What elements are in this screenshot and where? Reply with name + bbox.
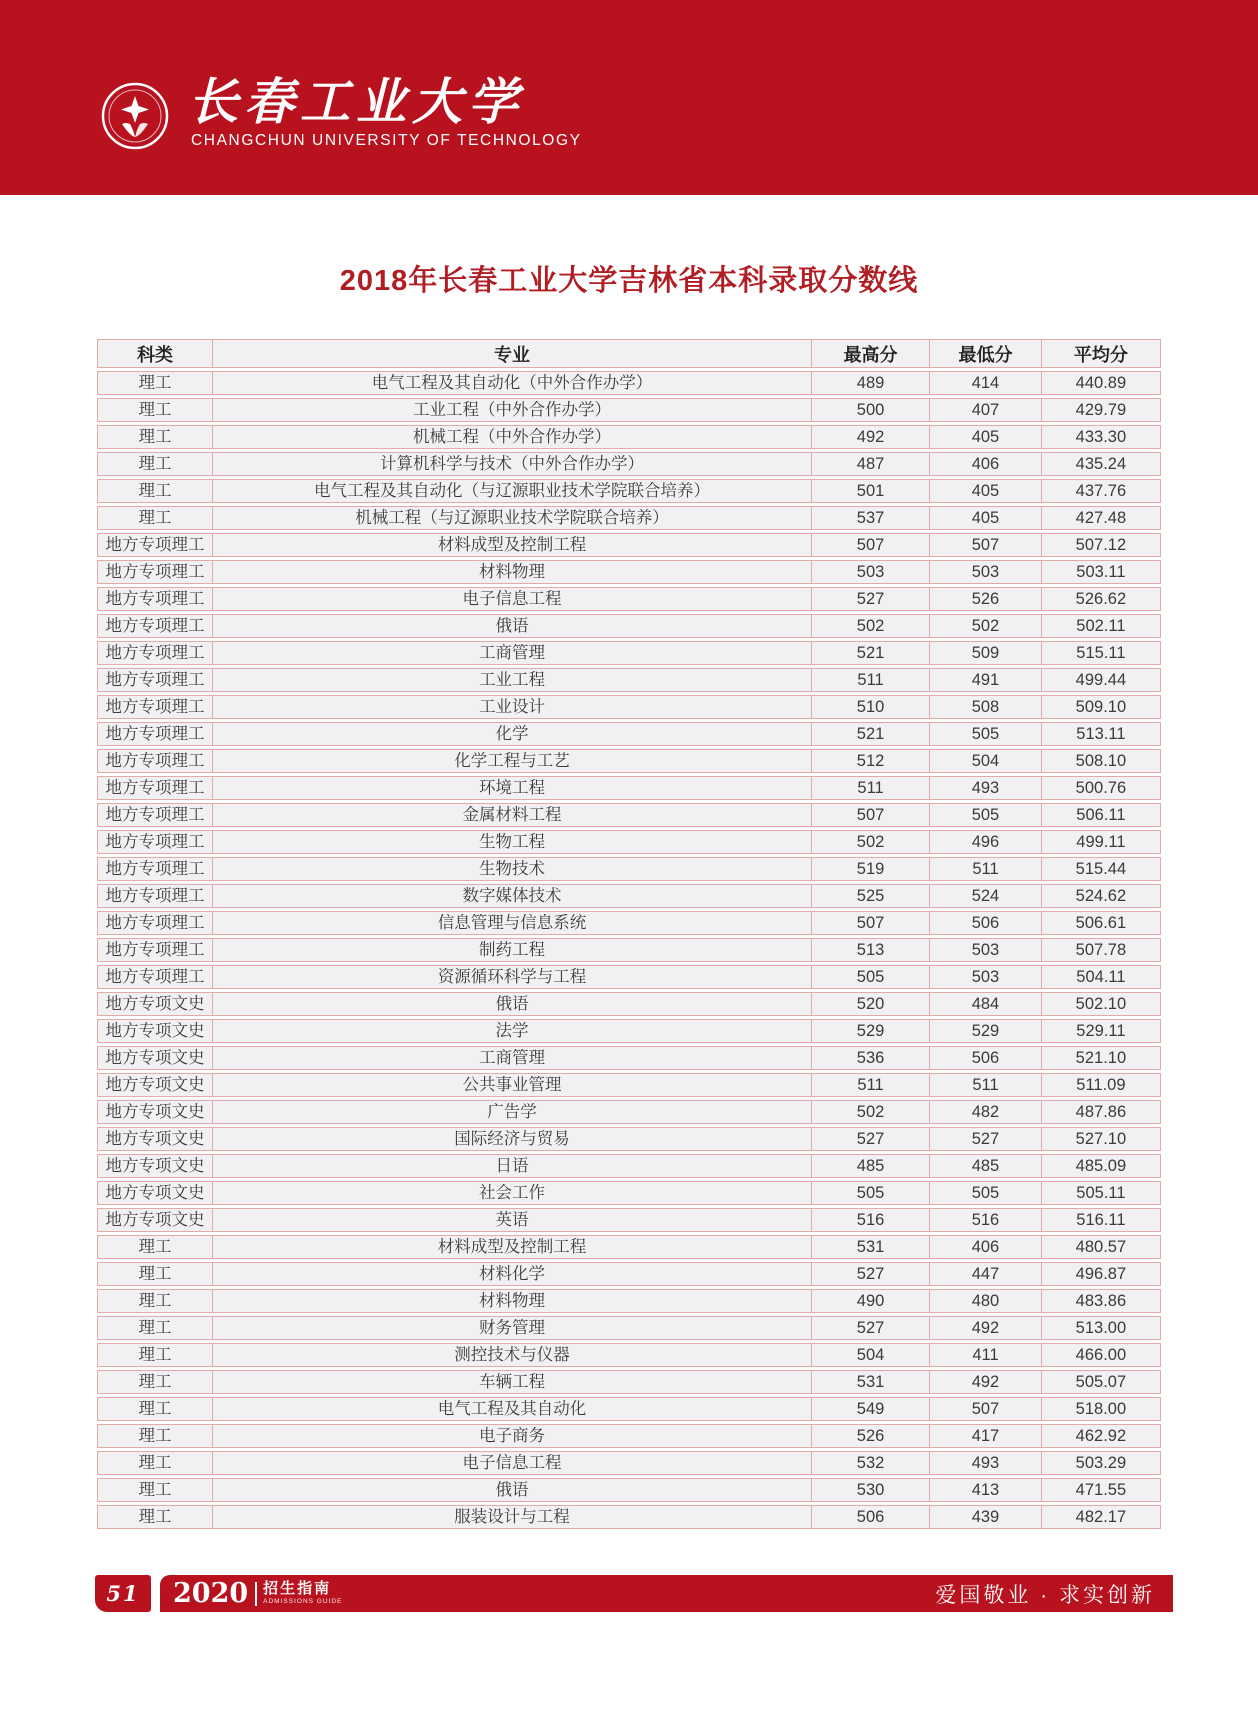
cell-min-score: 529 — [930, 1019, 1042, 1043]
footer-guide-en: ADMISSIONS GUIDE — [263, 1597, 343, 1605]
cell-major: 电气工程及其自动化（中外合作办学） — [213, 371, 812, 395]
table-row — [97, 533, 1161, 557]
cell-major: 车辆工程 — [213, 1370, 812, 1394]
table-row — [97, 1424, 1161, 1448]
cell-min-score: 417 — [930, 1424, 1042, 1448]
cell-avg-score: 485.09 — [1042, 1154, 1161, 1178]
column-header-max-score: 最高分 — [812, 339, 930, 368]
cell-avg-score: 483.86 — [1042, 1289, 1161, 1313]
cell-min-score: 503 — [930, 560, 1042, 584]
cell-major: 生物技术 — [213, 857, 812, 881]
cell-min-score: 505 — [930, 803, 1042, 827]
footer-guide — [263, 1581, 342, 1605]
column-header-avg-score: 平均分 — [1042, 339, 1161, 368]
cell-min-score: 509 — [930, 641, 1042, 665]
page-title: 2018年长春工业大学吉林省本科录取分数线 — [339, 265, 919, 297]
cell-category: 地方专项理工 — [97, 641, 213, 665]
table-row — [97, 1208, 1161, 1232]
cell-major: 信息管理与信息系统 — [213, 911, 812, 935]
page-number-box — [95, 1575, 151, 1612]
cell-min-score: 406 — [930, 1235, 1042, 1259]
cell-avg-score: 508.10 — [1042, 749, 1161, 773]
cell-category: 理工 — [97, 371, 213, 395]
table-row — [97, 1127, 1161, 1151]
cell-major: 财务管理 — [213, 1316, 812, 1340]
cell-major: 国际经济与贸易 — [213, 1127, 812, 1151]
cell-max-score: 521 — [812, 641, 930, 665]
cell-category: 理工 — [97, 1262, 213, 1286]
cell-category: 地方专项理工 — [97, 668, 213, 692]
cell-min-score: 405 — [930, 506, 1042, 530]
cell-min-score: 439 — [930, 1505, 1042, 1529]
cell-min-score: 506 — [930, 911, 1042, 935]
cell-avg-score: 482.17 — [1042, 1505, 1161, 1529]
table-row — [97, 560, 1161, 584]
table-row — [97, 1019, 1161, 1043]
cell-avg-score: 516.11 — [1042, 1208, 1161, 1232]
table-row — [97, 992, 1161, 1016]
cell-category: 地方专项理工 — [97, 776, 213, 800]
cell-min-score: 504 — [930, 749, 1042, 773]
cell-avg-score: 507.12 — [1042, 533, 1161, 557]
column-header-category: 科类 — [97, 339, 213, 368]
cell-category: 理工 — [97, 398, 213, 422]
cell-min-score: 496 — [930, 830, 1042, 854]
table-row — [97, 1370, 1161, 1394]
cell-min-score: 480 — [930, 1289, 1042, 1313]
cell-max-score: 501 — [812, 479, 930, 503]
table-row — [97, 398, 1161, 422]
cell-min-score: 493 — [930, 776, 1042, 800]
footer-divider — [255, 1582, 257, 1606]
cell-major: 英语 — [213, 1208, 812, 1232]
cell-min-score: 406 — [930, 452, 1042, 476]
table-row — [97, 452, 1161, 476]
table-row — [97, 1451, 1161, 1475]
table-row — [97, 911, 1161, 935]
cell-max-score: 500 — [812, 398, 930, 422]
cell-min-score: 506 — [930, 1046, 1042, 1070]
cell-min-score: 492 — [930, 1370, 1042, 1394]
cell-major: 测控技术与仪器 — [213, 1343, 812, 1367]
table-row — [97, 1154, 1161, 1178]
table-row — [97, 1478, 1161, 1502]
cell-avg-score: 515.11 — [1042, 641, 1161, 665]
cell-major: 资源循环科学与工程 — [213, 965, 812, 989]
cell-avg-score: 511.09 — [1042, 1073, 1161, 1097]
cell-category: 地方专项文史 — [97, 1127, 213, 1151]
footer-bar — [160, 1575, 1173, 1612]
cell-max-score: 485 — [812, 1154, 930, 1178]
cell-min-score: 527 — [930, 1127, 1042, 1151]
cell-avg-score: 471.55 — [1042, 1478, 1161, 1502]
table-row — [97, 938, 1161, 962]
cell-avg-score: 499.11 — [1042, 830, 1161, 854]
cell-max-score: 512 — [812, 749, 930, 773]
cell-min-score: 491 — [930, 668, 1042, 692]
cell-major: 工商管理 — [213, 641, 812, 665]
cell-avg-score: 503.29 — [1042, 1451, 1161, 1475]
university-logo — [100, 80, 170, 152]
cell-min-score: 484 — [930, 992, 1042, 1016]
cell-major: 材料成型及控制工程 — [213, 1235, 812, 1259]
cell-max-score: 487 — [812, 452, 930, 476]
table-row — [97, 614, 1161, 638]
cell-max-score: 549 — [812, 1397, 930, 1421]
cell-max-score: 510 — [812, 695, 930, 719]
cell-max-score: 507 — [812, 911, 930, 935]
cell-avg-score: 487.86 — [1042, 1100, 1161, 1124]
cell-avg-score: 503.11 — [1042, 560, 1161, 584]
cell-max-score: 525 — [812, 884, 930, 908]
cell-major: 公共事业管理 — [213, 1073, 812, 1097]
score-table — [97, 336, 1161, 1532]
cell-category: 理工 — [97, 1343, 213, 1367]
column-header-major: 专业 — [213, 339, 812, 368]
cell-major: 数字媒体技术 — [213, 884, 812, 908]
cell-category: 理工 — [97, 1424, 213, 1448]
table-row — [97, 587, 1161, 611]
column-header-min-score: 最低分 — [930, 339, 1042, 368]
cell-max-score: 526 — [812, 1424, 930, 1448]
cell-min-score: 526 — [930, 587, 1042, 611]
cell-max-score: 527 — [812, 1262, 930, 1286]
cell-min-score: 508 — [930, 695, 1042, 719]
cell-major: 材料物理 — [213, 560, 812, 584]
cell-max-score: 507 — [812, 803, 930, 827]
cell-min-score: 482 — [930, 1100, 1042, 1124]
cell-max-score: 511 — [812, 776, 930, 800]
cell-category: 理工 — [97, 1235, 213, 1259]
cell-max-score: 511 — [812, 1073, 930, 1097]
cell-max-score: 502 — [812, 830, 930, 854]
cell-category: 地方专项文史 — [97, 1154, 213, 1178]
cell-max-score: 519 — [812, 857, 930, 881]
cell-category: 理工 — [97, 1370, 213, 1394]
cell-max-score: 505 — [812, 965, 930, 989]
cell-category: 理工 — [97, 425, 213, 449]
cell-max-score: 537 — [812, 506, 930, 530]
cell-major: 化学 — [213, 722, 812, 746]
cell-min-score: 503 — [930, 965, 1042, 989]
cell-avg-score: 513.11 — [1042, 722, 1161, 746]
cell-avg-score: 500.76 — [1042, 776, 1161, 800]
cell-max-score: 513 — [812, 938, 930, 962]
score-table-body — [97, 371, 1161, 1529]
table-row — [97, 857, 1161, 881]
cell-min-score: 507 — [930, 1397, 1042, 1421]
cell-major: 服装设计与工程 — [213, 1505, 812, 1529]
table-row — [97, 884, 1161, 908]
cell-max-score: 503 — [812, 560, 930, 584]
cell-category: 地方专项理工 — [97, 587, 213, 611]
cell-avg-score: 515.44 — [1042, 857, 1161, 881]
cell-major: 工商管理 — [213, 1046, 812, 1070]
cell-avg-score: 513.00 — [1042, 1316, 1161, 1340]
cell-avg-score: 440.89 — [1042, 371, 1161, 395]
cell-min-score: 405 — [930, 425, 1042, 449]
cell-major: 电气工程及其自动化（与辽源职业技术学院联合培养） — [213, 479, 812, 503]
cell-category: 地方专项理工 — [97, 614, 213, 638]
table-row — [97, 371, 1161, 395]
score-table-container — [97, 336, 1161, 1532]
table-row — [97, 1046, 1161, 1070]
table-row — [97, 1397, 1161, 1421]
cell-max-score: 490 — [812, 1289, 930, 1313]
cell-min-score: 493 — [930, 1451, 1042, 1475]
cell-category: 地方专项文史 — [97, 1046, 213, 1070]
table-row — [97, 776, 1161, 800]
cell-category: 理工 — [97, 1451, 213, 1475]
cell-min-score: 505 — [930, 722, 1042, 746]
cell-min-score: 411 — [930, 1343, 1042, 1367]
cell-category: 地方专项文史 — [97, 1100, 213, 1124]
cell-category: 理工 — [97, 1316, 213, 1340]
cell-avg-score: 505.11 — [1042, 1181, 1161, 1205]
cell-category: 地方专项理工 — [97, 938, 213, 962]
cell-major: 环境工程 — [213, 776, 812, 800]
cell-major: 材料化学 — [213, 1262, 812, 1286]
header-banner — [0, 0, 1258, 195]
cell-max-score: 531 — [812, 1235, 930, 1259]
table-row — [97, 425, 1161, 449]
footer-year: 2020 — [173, 1578, 249, 1609]
table-row — [97, 803, 1161, 827]
university-name-cn: 长春工业大学 — [188, 72, 524, 131]
cell-major: 广告学 — [213, 1100, 812, 1124]
cell-avg-score: 529.11 — [1042, 1019, 1161, 1043]
cell-category: 地方专项理工 — [97, 911, 213, 935]
cell-avg-score: 524.62 — [1042, 884, 1161, 908]
cell-category: 理工 — [97, 1397, 213, 1421]
cell-major: 工业工程（中外合作办学） — [213, 398, 812, 422]
table-row — [97, 1073, 1161, 1097]
cell-min-score: 524 — [930, 884, 1042, 908]
table-row — [97, 479, 1161, 503]
cell-avg-score: 502.11 — [1042, 614, 1161, 638]
cell-max-score: 507 — [812, 533, 930, 557]
cell-avg-score: 521.10 — [1042, 1046, 1161, 1070]
cell-avg-score: 437.76 — [1042, 479, 1161, 503]
footer-motto: 爱国敬业 · 求实创新 — [935, 1583, 1155, 1607]
cell-avg-score: 502.10 — [1042, 992, 1161, 1016]
cell-max-score: 527 — [812, 1316, 930, 1340]
cell-category: 地方专项文史 — [97, 992, 213, 1016]
cell-avg-score: 504.11 — [1042, 965, 1161, 989]
cell-major: 俄语 — [213, 614, 812, 638]
table-header-row — [97, 339, 1161, 368]
cell-avg-score: 427.48 — [1042, 506, 1161, 530]
cell-category: 地方专项理工 — [97, 695, 213, 719]
cell-max-score: 502 — [812, 1100, 930, 1124]
cell-category: 理工 — [97, 1478, 213, 1502]
table-row — [97, 830, 1161, 854]
cell-min-score: 407 — [930, 398, 1042, 422]
cell-category: 地方专项理工 — [97, 560, 213, 584]
cell-min-score: 511 — [930, 857, 1042, 881]
cell-max-score: 505 — [812, 1181, 930, 1205]
cell-major: 材料物理 — [213, 1289, 812, 1313]
table-row — [97, 1235, 1161, 1259]
cell-min-score: 405 — [930, 479, 1042, 503]
cell-major: 机械工程（与辽源职业技术学院联合培养） — [213, 506, 812, 530]
cell-max-score: 504 — [812, 1343, 930, 1367]
cell-major: 电气工程及其自动化 — [213, 1397, 812, 1421]
cell-min-score: 503 — [930, 938, 1042, 962]
cell-category: 地方专项文史 — [97, 1019, 213, 1043]
cell-category: 地方专项理工 — [97, 857, 213, 881]
cell-category: 地方专项理工 — [97, 533, 213, 557]
cell-category: 理工 — [97, 1289, 213, 1313]
cell-max-score: 531 — [812, 1370, 930, 1394]
table-row — [97, 668, 1161, 692]
cell-category: 地方专项理工 — [97, 965, 213, 989]
university-seal-icon — [100, 80, 170, 152]
table-row — [97, 1181, 1161, 1205]
cell-category: 理工 — [97, 1505, 213, 1529]
cell-category: 地方专项文史 — [97, 1181, 213, 1205]
cell-major: 制药工程 — [213, 938, 812, 962]
cell-max-score: 489 — [812, 371, 930, 395]
cell-avg-score: 518.00 — [1042, 1397, 1161, 1421]
cell-major: 计算机科学与技术（中外合作办学） — [213, 452, 812, 476]
cell-min-score: 511 — [930, 1073, 1042, 1097]
cell-major: 材料成型及控制工程 — [213, 533, 812, 557]
cell-min-score: 447 — [930, 1262, 1042, 1286]
cell-min-score: 507 — [930, 533, 1042, 557]
cell-avg-score: 433.30 — [1042, 425, 1161, 449]
cell-min-score: 485 — [930, 1154, 1042, 1178]
cell-max-score: 520 — [812, 992, 930, 1016]
cell-max-score: 511 — [812, 668, 930, 692]
table-row — [97, 1316, 1161, 1340]
cell-major: 化学工程与工艺 — [213, 749, 812, 773]
cell-avg-score: 480.57 — [1042, 1235, 1161, 1259]
cell-avg-score: 499.44 — [1042, 668, 1161, 692]
cell-max-score: 532 — [812, 1451, 930, 1475]
cell-avg-score: 507.78 — [1042, 938, 1161, 962]
cell-min-score: 492 — [930, 1316, 1042, 1340]
cell-max-score: 530 — [812, 1478, 930, 1502]
cell-min-score: 413 — [930, 1478, 1042, 1502]
cell-avg-score: 526.62 — [1042, 587, 1161, 611]
cell-avg-score: 505.07 — [1042, 1370, 1161, 1394]
cell-avg-score: 509.10 — [1042, 695, 1161, 719]
cell-avg-score: 462.92 — [1042, 1424, 1161, 1448]
cell-major: 工业工程 — [213, 668, 812, 692]
cell-category: 地方专项文史 — [97, 1073, 213, 1097]
cell-major: 社会工作 — [213, 1181, 812, 1205]
cell-avg-score: 496.87 — [1042, 1262, 1161, 1286]
cell-major: 电子信息工程 — [213, 587, 812, 611]
cell-category: 理工 — [97, 452, 213, 476]
table-row — [97, 749, 1161, 773]
table-row — [97, 506, 1161, 530]
cell-category: 地方专项理工 — [97, 722, 213, 746]
cell-category: 地方专项文史 — [97, 1208, 213, 1232]
cell-avg-score: 466.00 — [1042, 1343, 1161, 1367]
cell-avg-score: 429.79 — [1042, 398, 1161, 422]
cell-major: 俄语 — [213, 1478, 812, 1502]
cell-max-score: 492 — [812, 425, 930, 449]
cell-category: 地方专项理工 — [97, 803, 213, 827]
cell-major: 电子商务 — [213, 1424, 812, 1448]
cell-min-score: 505 — [930, 1181, 1042, 1205]
cell-major: 电子信息工程 — [213, 1451, 812, 1475]
table-row — [97, 1289, 1161, 1313]
cell-min-score: 516 — [930, 1208, 1042, 1232]
cell-avg-score: 527.10 — [1042, 1127, 1161, 1151]
cell-max-score: 516 — [812, 1208, 930, 1232]
table-row — [97, 1262, 1161, 1286]
table-row — [97, 695, 1161, 719]
table-row — [97, 965, 1161, 989]
university-name-en: CHANGCHUN UNIVERSITY OF TECHNOLOGY — [191, 132, 582, 149]
cell-major: 法学 — [213, 1019, 812, 1043]
cell-avg-score: 506.11 — [1042, 803, 1161, 827]
cell-max-score: 536 — [812, 1046, 930, 1070]
cell-major: 金属材料工程 — [213, 803, 812, 827]
cell-major: 俄语 — [213, 992, 812, 1016]
cell-category: 地方专项理工 — [97, 884, 213, 908]
cell-category: 地方专项理工 — [97, 749, 213, 773]
cell-major: 机械工程（中外合作办学） — [213, 425, 812, 449]
cell-category: 理工 — [97, 479, 213, 503]
footer-guide-cn: 招生指南 — [263, 1580, 332, 1598]
cell-avg-score: 435.24 — [1042, 452, 1161, 476]
cell-min-score: 502 — [930, 614, 1042, 638]
cell-max-score: 527 — [812, 587, 930, 611]
table-row — [97, 1343, 1161, 1367]
cell-major: 工业设计 — [213, 695, 812, 719]
table-row — [97, 1100, 1161, 1124]
footer — [0, 1575, 1258, 1612]
cell-max-score: 502 — [812, 614, 930, 638]
cell-avg-score: 506.61 — [1042, 911, 1161, 935]
cell-max-score: 529 — [812, 1019, 930, 1043]
cell-category: 理工 — [97, 506, 213, 530]
cell-max-score: 506 — [812, 1505, 930, 1529]
table-row — [97, 1505, 1161, 1529]
cell-max-score: 527 — [812, 1127, 930, 1151]
cell-category: 地方专项理工 — [97, 830, 213, 854]
cell-major: 生物工程 — [213, 830, 812, 854]
table-row — [97, 641, 1161, 665]
cell-major: 日语 — [213, 1154, 812, 1178]
cell-max-score: 521 — [812, 722, 930, 746]
cell-min-score: 414 — [930, 371, 1042, 395]
page-number: 51 — [106, 1581, 140, 1606]
table-row — [97, 722, 1161, 746]
